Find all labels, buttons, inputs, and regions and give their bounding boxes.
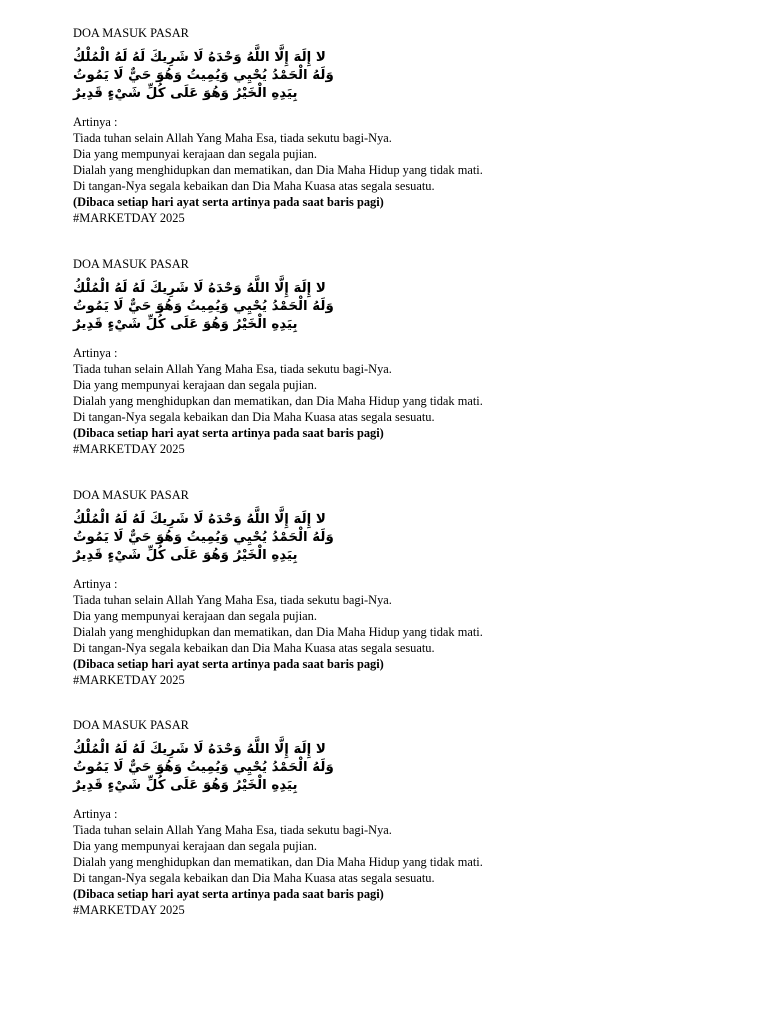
translation-label: Artinya : <box>73 115 118 129</box>
prayer-block <box>73 25 693 226</box>
arabic-line: لا إِلَهَ إِلَّا اللَّهُ وَحْدَهُ لَا شَرِيكَ لَهُ لَهُ الْمُلْكُ <box>73 742 326 757</box>
arabic-line: بِيَدِهِ الْخَيْرُ وَهُوَ عَلَى كُلِّ شَيْءٍ قَدِيرٌ <box>73 548 298 563</box>
translation-line: Dialah yang menghidupkan dan mematikan, dan Dia Maha Hidup yang tidak mati. <box>73 163 483 177</box>
arabic-line: وَلَهُ الْحَمْدُ يُحْيِي وَيُمِيتُ وَهُوَ حَيٌّ لَا يَمُوتُ <box>73 760 334 775</box>
hashtag: #MARKETDAY 2025 <box>73 442 185 456</box>
section-title: DOA MASUK PASAR <box>73 26 189 40</box>
arabic-line: وَلَهُ الْحَمْدُ يُحْيِي وَيُمِيتُ وَهُوَ حَيٌّ لَا يَمُوتُ <box>73 68 334 83</box>
arabic-verse <box>73 741 693 795</box>
hashtag: #MARKETDAY 2025 <box>73 211 185 225</box>
prayer-block <box>73 256 693 457</box>
translation-label: Artinya : <box>73 346 118 360</box>
translation-label: Artinya : <box>73 807 118 821</box>
translation-line: Dia yang mempunyai kerajaan dan segala pujian. <box>73 609 317 623</box>
translation-label: Artinya : <box>73 577 118 591</box>
translation-line: Di tangan-Nya segala kebaikan dan Dia Maha Kuasa atas segala sesuatu. <box>73 871 435 885</box>
usage-note: (Dibaca setiap hari ayat serta artinya pada saat baris pagi) <box>73 657 384 671</box>
arabic-verse <box>73 49 693 103</box>
arabic-line: وَلَهُ الْحَمْدُ يُحْيِي وَيُمِيتُ وَهُوَ حَيٌّ لَا يَمُوتُ <box>73 530 334 545</box>
translation <box>73 345 693 457</box>
translation-line: Dialah yang menghidupkan dan mematikan, dan Dia Maha Hidup yang tidak mati. <box>73 855 483 869</box>
usage-note: (Dibaca setiap hari ayat serta artinya pada saat baris pagi) <box>73 887 384 901</box>
arabic-line: لا إِلَهَ إِلَّا اللَّهُ وَحْدَهُ لَا شَرِيكَ لَهُ لَهُ الْمُلْكُ <box>73 512 326 527</box>
section-title: DOA MASUK PASAR <box>73 718 189 732</box>
translation-line: Tiada tuhan selain Allah Yang Maha Esa, tiada sekutu bagi-Nya. <box>73 823 392 837</box>
arabic-line: بِيَدِهِ الْخَيْرُ وَهُوَ عَلَى كُلِّ شَيْءٍ قَدِيرٌ <box>73 317 298 332</box>
arabic-verse <box>73 280 693 334</box>
translation-line: Tiada tuhan selain Allah Yang Maha Esa, tiada sekutu bagi-Nya. <box>73 131 392 145</box>
usage-note: (Dibaca setiap hari ayat serta artinya pada saat baris pagi) <box>73 195 384 209</box>
prayer-block <box>73 487 693 688</box>
arabic-line: بِيَدِهِ الْخَيْرُ وَهُوَ عَلَى كُلِّ شَيْءٍ قَدِيرٌ <box>73 86 298 101</box>
translation-line: Tiada tuhan selain Allah Yang Maha Esa, tiada sekutu bagi-Nya. <box>73 362 392 376</box>
translation-line: Dialah yang menghidupkan dan mematikan, dan Dia Maha Hidup yang tidak mati. <box>73 625 483 639</box>
translation-line: Di tangan-Nya segala kebaikan dan Dia Maha Kuasa atas segala sesuatu. <box>73 179 435 193</box>
prayer-block <box>73 717 693 918</box>
translation <box>73 576 693 688</box>
section-title: DOA MASUK PASAR <box>73 257 189 271</box>
translation <box>73 114 693 226</box>
usage-note: (Dibaca setiap hari ayat serta artinya pada saat baris pagi) <box>73 426 384 440</box>
translation-line: Tiada tuhan selain Allah Yang Maha Esa, tiada sekutu bagi-Nya. <box>73 593 392 607</box>
translation-line: Dia yang mempunyai kerajaan dan segala pujian. <box>73 378 317 392</box>
translation-line: Dia yang mempunyai kerajaan dan segala pujian. <box>73 147 317 161</box>
arabic-line: بِيَدِهِ الْخَيْرُ وَهُوَ عَلَى كُلِّ شَيْءٍ قَدِيرٌ <box>73 778 298 793</box>
translation-line: Di tangan-Nya segala kebaikan dan Dia Maha Kuasa atas segala sesuatu. <box>73 641 435 655</box>
arabic-line: لا إِلَهَ إِلَّا اللَّهُ وَحْدَهُ لَا شَرِيكَ لَهُ لَهُ الْمُلْكُ <box>73 281 326 296</box>
translation-line: Dia yang mempunyai kerajaan dan segala pujian. <box>73 839 317 853</box>
section-title: DOA MASUK PASAR <box>73 488 189 502</box>
arabic-verse <box>73 511 693 565</box>
arabic-line: وَلَهُ الْحَمْدُ يُحْيِي وَيُمِيتُ وَهُوَ حَيٌّ لَا يَمُوتُ <box>73 299 334 314</box>
translation-line: Dialah yang menghidupkan dan mematikan, dan Dia Maha Hidup yang tidak mati. <box>73 394 483 408</box>
hashtag: #MARKETDAY 2025 <box>73 673 185 687</box>
arabic-line: لا إِلَهَ إِلَّا اللَّهُ وَحْدَهُ لَا شَرِيكَ لَهُ لَهُ الْمُلْكُ <box>73 50 326 65</box>
hashtag: #MARKETDAY 2025 <box>73 903 185 917</box>
translation-line: Di tangan-Nya segala kebaikan dan Dia Maha Kuasa atas segala sesuatu. <box>73 410 435 424</box>
translation <box>73 806 693 918</box>
